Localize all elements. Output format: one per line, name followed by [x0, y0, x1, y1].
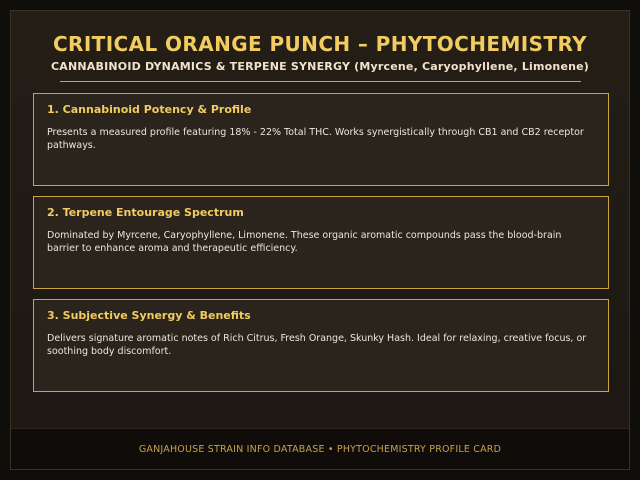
- section-title: 1. Cannabinoid Potency & Profile: [47, 103, 252, 116]
- section-title: 3. Subjective Synergy & Benefits: [47, 309, 251, 322]
- card-footer: [11, 428, 629, 469]
- section-body: Presents a measured profile featuring 18% - 22% Total THC. Works synergistically through CB1 and CB2 receptor pathways.: [47, 127, 584, 151]
- section-title: 2. Terpene Entourage Spectrum: [47, 206, 244, 219]
- page-title: CRITICAL ORANGE PUNCH – PHYTOCHEMISTRY: [52, 32, 588, 56]
- page-subtitle: CANNABINOID DYNAMICS & TERPENE SYNERGY (Myrcene, Caryophyllene, Limonene): [50, 60, 590, 73]
- section-synergy-benefits: [33, 299, 609, 392]
- section-terpene-spectrum: [33, 196, 609, 289]
- card-header: [11, 11, 629, 82]
- section-body: Dominated by Myrcene, Caryophyllene, Limonene. These organic aromatic compounds pass the blood-brain barrier to enhance aroma and therapeutic efficiency.: [47, 230, 562, 254]
- section-body: Delivers signature aromatic notes of Rich Citrus, Fresh Orange, Skunky Hash. Ideal for relaxing, creative focus, or soothing body discomfort.: [47, 333, 587, 357]
- profile-card: [10, 10, 630, 470]
- section-cannabinoid-potency: [33, 93, 609, 186]
- footer-text: GANJAHOUSE STRAIN INFO DATABASE • PHYTOCHEMISTRY PROFILE CARD: [138, 443, 502, 455]
- header-divider: [60, 81, 581, 82]
